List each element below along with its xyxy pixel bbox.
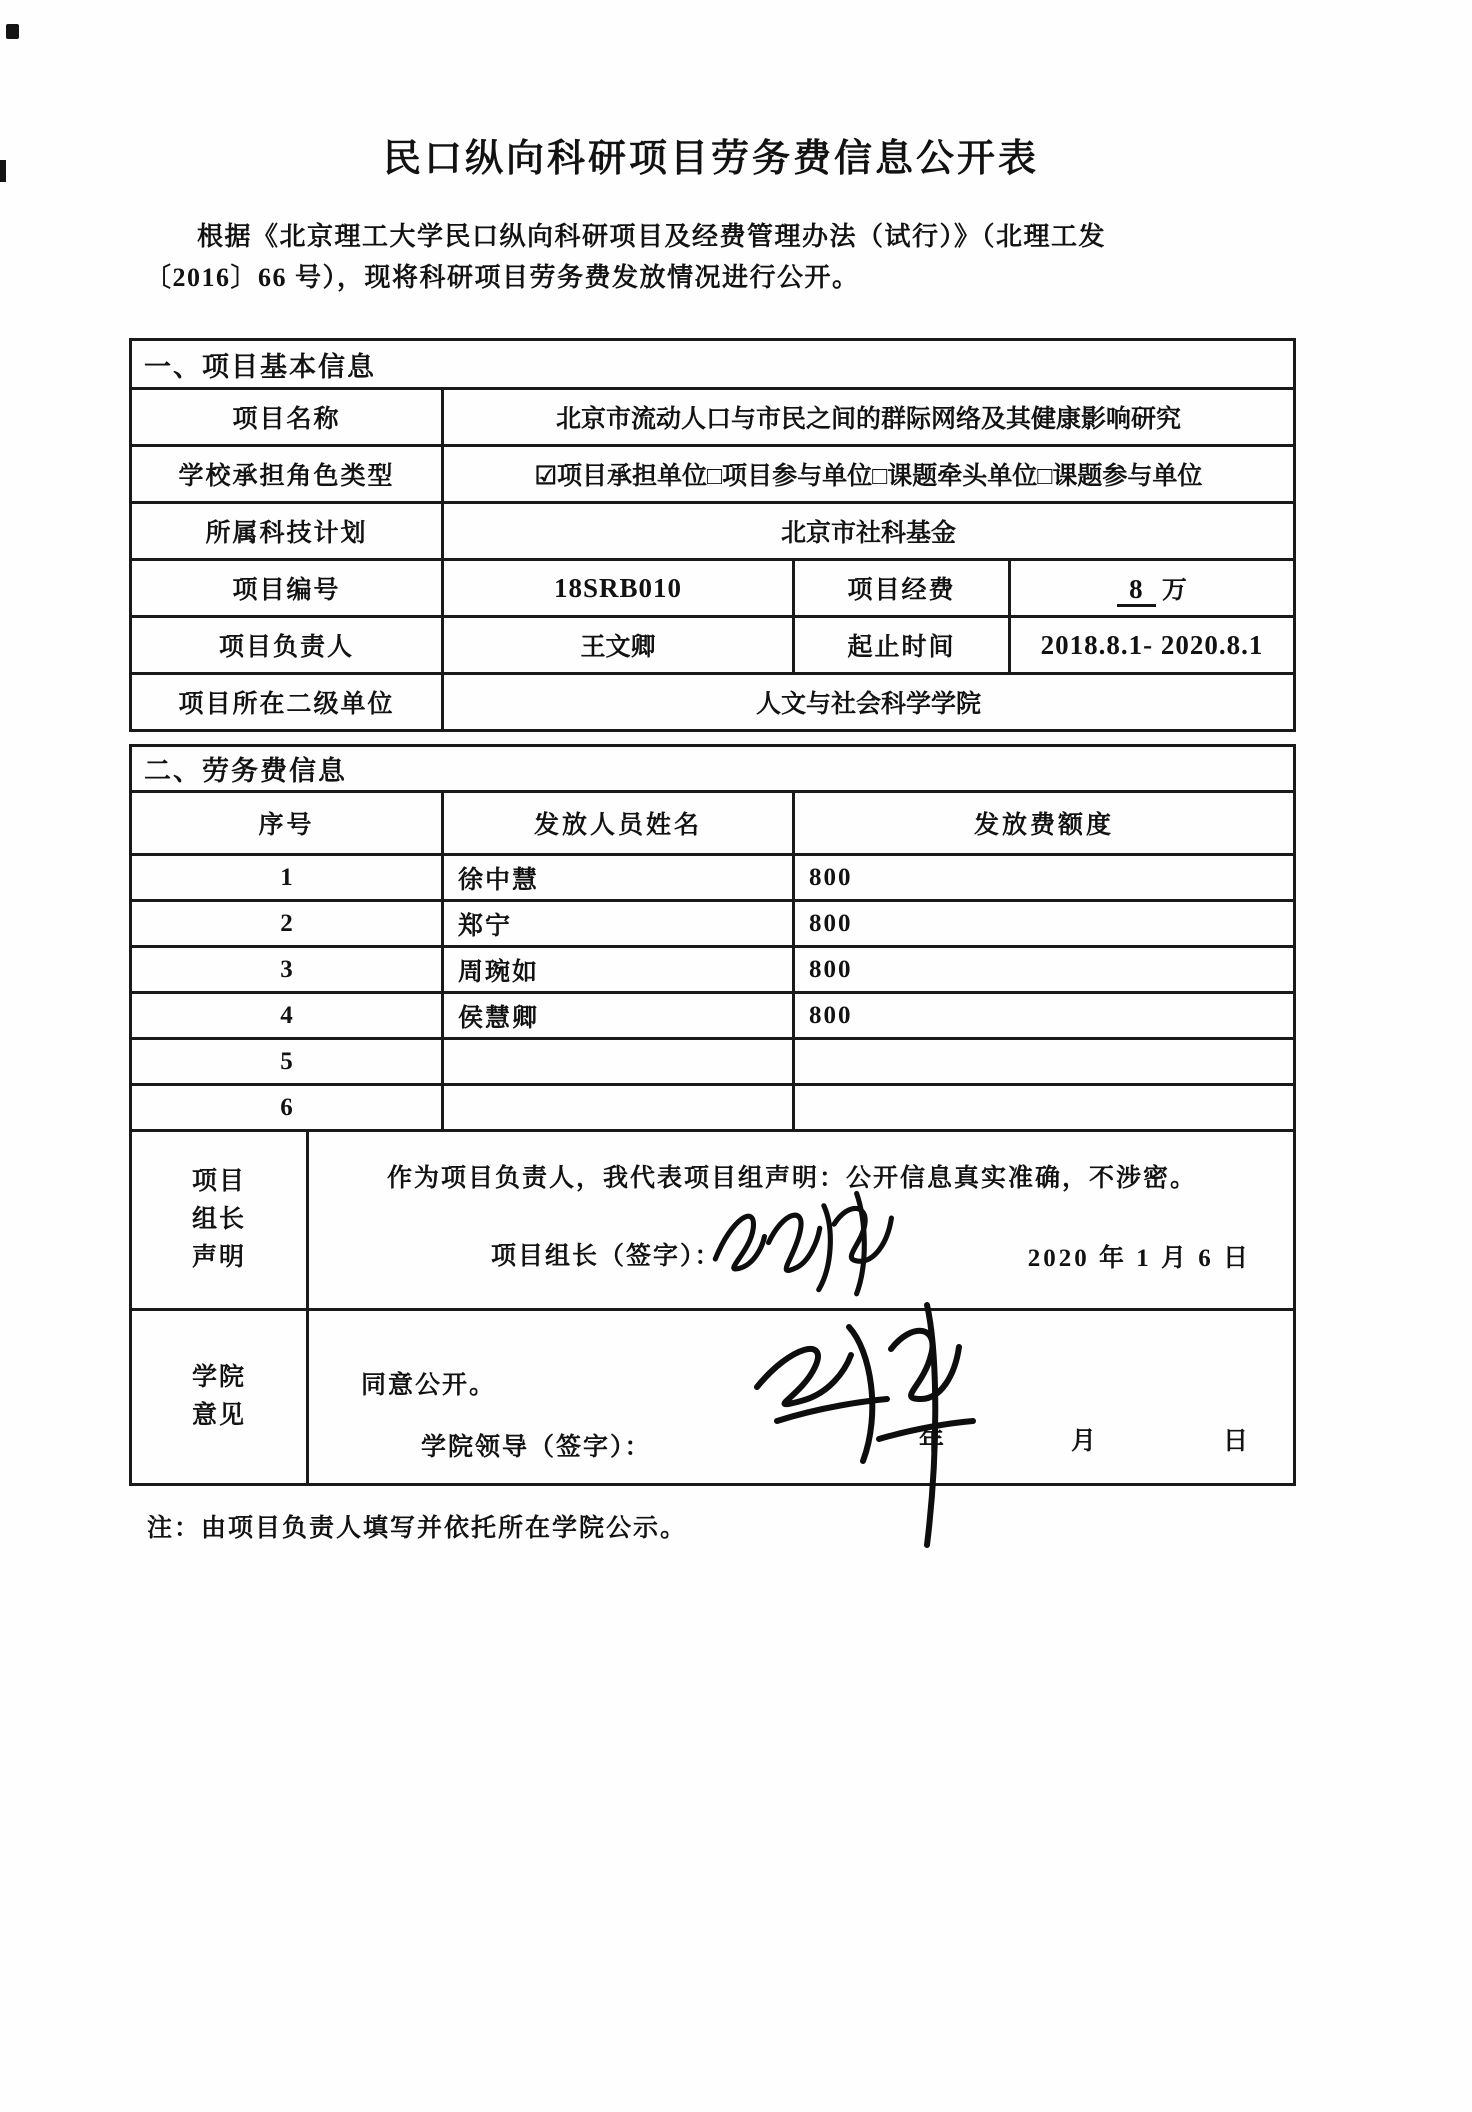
payee-amount: 800 [794,947,1295,993]
label-line: 组长 [191,1206,246,1233]
period-value: 2018.8.1- 2020.8.1 [1010,617,1295,674]
unit-label: 项目所在二级单位 [131,674,443,731]
budget-unit: 万 [1161,576,1187,604]
college-opinion-row [131,1310,1295,1485]
table-row [131,746,1295,792]
college-opinion-text: 同意公开。 [361,1372,497,1399]
leader-declaration-row [131,1131,1295,1310]
payee-amount: 800 [794,901,1295,947]
plan-label: 所属科技计划 [131,503,443,560]
payee-name [443,1039,794,1085]
project-name-value: 北京市流动人口与市民之间的群际网络及其健康影响研究 [443,389,1295,446]
period-label: 起止时间 [794,617,1010,674]
leader-declaration-cell [308,1131,1295,1310]
label-line: 声明 [191,1244,246,1271]
payee-amount: 800 [794,855,1295,901]
table-row [131,1085,1295,1131]
payee-amount: 800 [794,993,1295,1039]
col-header-index: 序号 [131,792,443,855]
payee-name: 郑宁 [443,901,794,947]
leader-signature [701,1176,916,1301]
table-row [131,340,1295,389]
page-title: 民口纵向科研项目劳务费信息公开表 [382,138,1039,180]
project-name-label: 项目名称 [131,389,443,446]
payee-name: 侯慧卿 [443,993,794,1039]
table-row [131,617,1295,674]
college-leader-signature [729,1287,1019,1557]
section1-heading: 一、项目基本信息 [131,340,1295,389]
table-row [131,947,1295,993]
document-body [129,0,1293,1544]
row-index: 5 [131,1039,443,1085]
table-row [131,503,1295,560]
row-index: 2 [131,901,443,947]
budget-label: 项目经费 [794,560,1010,617]
footer-note: 注：由项目负责人填写并依托所在学院公示。 [147,1515,688,1542]
col-header-amount: 发放费额度 [794,792,1295,855]
table-row [131,446,1295,503]
col-header-name: 发放人员姓名 [443,792,794,855]
labor-fee-table [129,744,1296,1132]
basic-info-table [129,338,1296,732]
day-label: 日 [1222,1428,1249,1455]
row-index: 6 [131,1085,443,1131]
month-label: 月 [1070,1428,1097,1455]
payee-amount [794,1039,1295,1085]
row-index: 3 [131,947,443,993]
table-row [131,560,1295,617]
leader-sign-label: 项目组长（签字）： [491,1243,722,1270]
row-index: 1 [131,855,443,901]
payee-name [443,1085,794,1131]
project-number-value: 18SRB010 [443,560,794,617]
table-row [131,901,1295,947]
table-row [131,993,1295,1039]
scan-artifact [6,24,19,39]
signature-table [129,1129,1296,1486]
budget-number: 8 [1117,574,1156,607]
college-opinion-label [131,1310,308,1485]
unit-value: 人文与社会科学学院 [443,674,1295,731]
row-index: 4 [131,993,443,1039]
declaration-statement: 作为项目负责人，我代表项目组声明：公开信息真实准确，不涉密。 [387,1165,1198,1192]
scan-artifact [0,160,6,182]
declaration-date: 2020 年 1 月 6 日 [1027,1245,1251,1272]
payee-name: 徐中慧 [443,855,794,901]
year-label: 年 [919,1428,946,1455]
table-row [131,1039,1295,1085]
college-opinion-cell [308,1310,1295,1485]
project-number-label: 项目编号 [131,560,443,617]
college-sign-label: 学院领导（签字）： [421,1434,652,1461]
table-row [131,674,1295,731]
intro-paragraph: 根据《北京理工大学民口纵向科研项目及经费管理办法（试行）》（北理工发〔2016〕66 号），现将科研项目劳务费发放情况进行公开。 [145,222,1107,292]
label-line: 学院 [191,1364,246,1391]
table-header-row [131,792,1295,855]
budget-value [1010,560,1295,617]
role-type-label: 学校承担角色类型 [131,446,443,503]
payee-name: 周琬如 [443,947,794,993]
role-type-value: ☑项目承担单位□项目参与单位□课题牵头单位□课题参与单位 [443,446,1295,503]
pi-value: 王文卿 [443,617,794,674]
plan-value: 北京市社科基金 [443,503,1295,560]
table-row [131,855,1295,901]
leader-declaration-label [131,1131,308,1310]
table-row [131,389,1295,446]
payee-amount [794,1085,1295,1131]
label-line: 项目 [191,1168,246,1195]
label-line: 意见 [191,1402,246,1429]
pi-label: 项目负责人 [131,617,443,674]
section2-heading: 二、劳务费信息 [131,746,1295,792]
